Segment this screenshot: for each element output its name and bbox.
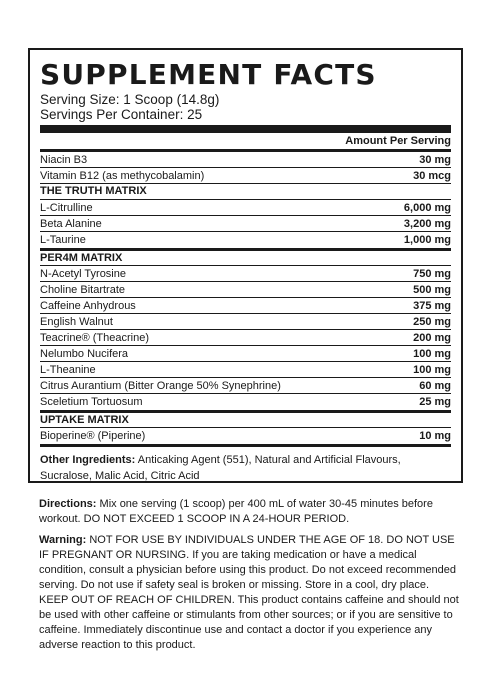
ingredient-name: Nelumbo Nucifera	[40, 348, 129, 360]
servings-per-container: Servings Per Container: 25	[40, 107, 203, 122]
supplement-facts-panel	[28, 48, 463, 483]
ingredient-row	[40, 200, 451, 216]
other-ingredients	[40, 452, 451, 484]
ingredient-amount: 100 mg	[413, 348, 451, 360]
ingredient-amount: 6,000 mg	[403, 202, 451, 214]
warning-block	[39, 533, 459, 653]
ingredient-name: Beta Alanine	[40, 218, 102, 230]
ingredient-name: Citrus Aurantium (Bitter Orange 50% Synephrine)	[40, 380, 281, 392]
ingredient-row	[40, 428, 451, 444]
ingredient-name: Choline Bitartrate	[40, 284, 125, 296]
ingredient-row	[40, 282, 451, 298]
ingredient-row	[40, 298, 451, 314]
ingredient-name: Bioperine® (Piperine)	[40, 430, 146, 442]
directions-block	[39, 497, 459, 527]
nutrient-name: Niacin B3	[40, 154, 88, 166]
directions-text: Mix one serving (1 scoop) per 400 mL of water 30-45 minutes before workout. DO NOT EXCEED 1 SCOOP IN A 24-HOUR PERIOD.	[39, 498, 433, 525]
section-title: THE TRUTH MATRIX	[40, 184, 451, 200]
other-ingredients-text: Anticaking Agent (551), Natural and Artificial Flavours, Sucralose, Malic Acid, Citric Acid	[40, 454, 401, 482]
amount-per-serving-header: Amount Per Serving	[345, 135, 451, 147]
ingredient-amount: 100 mg	[413, 364, 451, 376]
ingredient-amount: 250 mg	[413, 316, 451, 328]
nutrient-name: Vitamin B12 (as methycobalamin)	[40, 170, 205, 182]
ingredient-row	[40, 232, 451, 248]
ingredient-name: English Walnut	[40, 316, 113, 328]
ingredient-amount: 1,000 mg	[403, 234, 451, 246]
ingredient-amount: 375 mg	[413, 300, 451, 312]
panel-title: SUPPLEMENT FACTS	[40, 58, 377, 91]
ingredient-amount: 500 mg	[413, 284, 451, 296]
ingredient-amount: 750 mg	[413, 268, 451, 280]
ingredient-row	[40, 362, 451, 378]
medium-divider	[40, 444, 451, 447]
warning-text: NOT FOR USE BY INDIVIDUALS UNDER THE AGE OF 18. DO NOT USE IF PREGNANT OR NURSING. If you are taking medication or have a medical condition, consult a physician before using this product. Do not exceed recommended serving. Do not use if safety seal is broken or missing. Store in a cool, dry place. KEEP OUT OF REACH OF CHILDREN. This product contains caffeine and should not be used with other caffeine or stimulants from other sources; or if you are sensitive to caffeine. Immediately discontinue use and contact a doctor if you experience any adverse reaction to this product.	[39, 534, 459, 651]
ingredient-amount: 10 mg	[419, 430, 451, 442]
ingredient-name: Caffeine Anhydrous	[40, 300, 136, 312]
ingredient-amount: 25 mg	[419, 396, 451, 408]
ingredient-name: L-Theanine	[40, 364, 96, 376]
warning-label: Warning:	[39, 534, 87, 546]
ingredient-row	[40, 346, 451, 362]
thick-divider	[40, 125, 451, 133]
ingredient-name: N-Acetyl Tyrosine	[40, 268, 126, 280]
directions-label: Directions:	[39, 498, 97, 510]
nutrient-row	[40, 168, 451, 184]
nutrient-amount: 30 mg	[419, 154, 451, 166]
ingredient-row	[40, 314, 451, 330]
ingredient-row	[40, 394, 451, 410]
ingredient-amount: 3,200 mg	[403, 218, 451, 230]
ingredient-row	[40, 378, 451, 394]
ingredient-amount: 60 mg	[419, 380, 451, 392]
section-title: UPTAKE MATRIX	[40, 410, 451, 428]
ingredient-name: L-Taurine	[40, 234, 86, 246]
ingredient-name: Teacrine® (Theacrine)	[40, 332, 149, 344]
nutrient-amount: 30 mcg	[413, 170, 451, 182]
nutrient-row	[40, 152, 451, 168]
ingredient-row	[40, 330, 451, 346]
ingredient-name: L-Citrulline	[40, 202, 93, 214]
ingredient-row	[40, 266, 451, 282]
section-title: PER4M MATRIX	[40, 248, 451, 266]
serving-size: Serving Size: 1 Scoop (14.8g)	[40, 92, 220, 107]
ingredient-name: Sceletium Tortuosum	[40, 396, 143, 408]
ingredient-row	[40, 216, 451, 232]
other-ingredients-label: Other Ingredients:	[40, 454, 136, 466]
ingredient-amount: 200 mg	[413, 332, 451, 344]
